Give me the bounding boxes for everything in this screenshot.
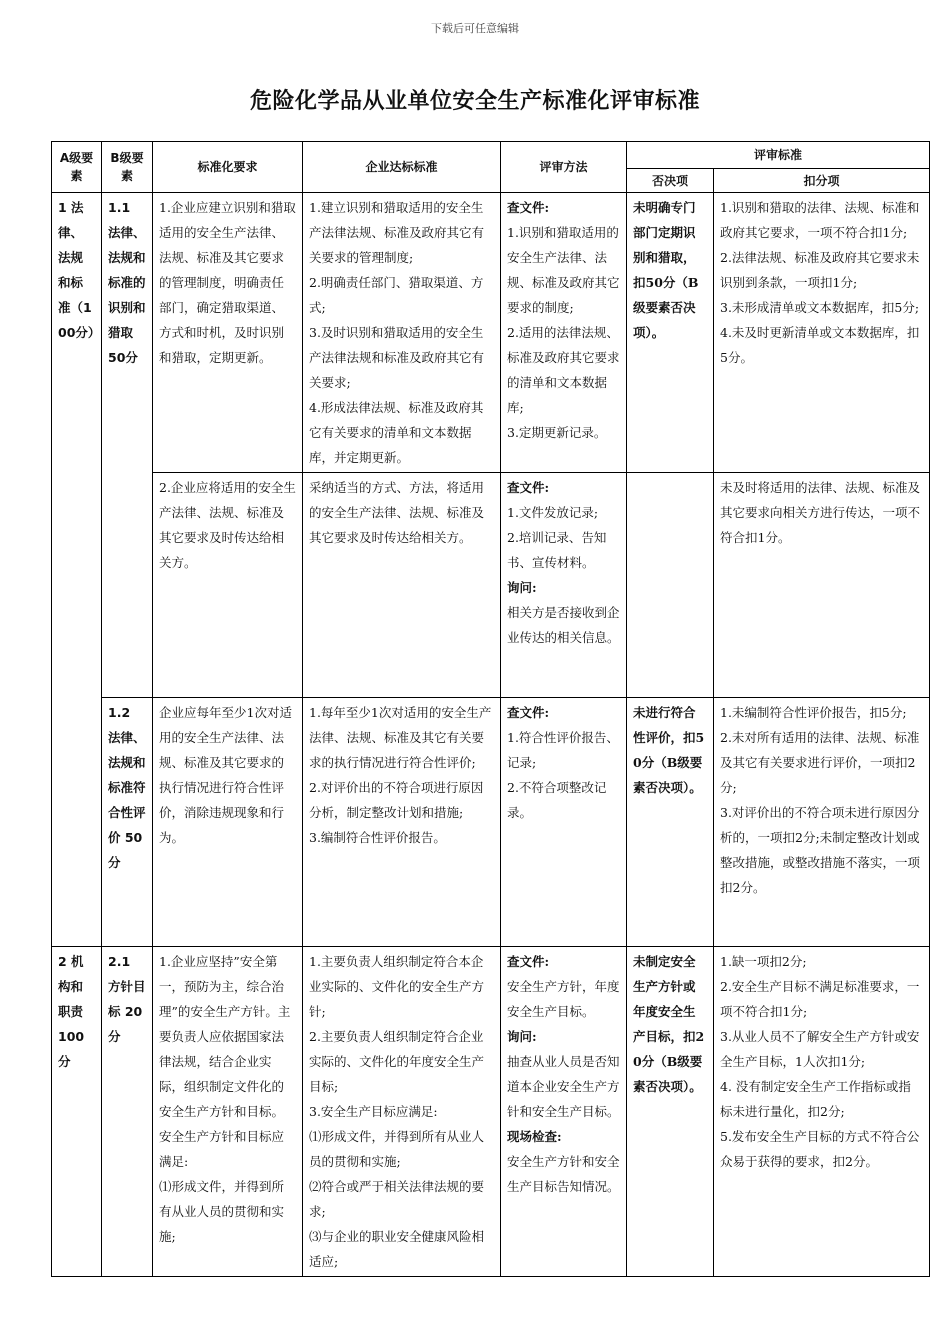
deduction-cell (714, 698, 930, 947)
standard-text: 4.形成法律法规、标准及政府其它有关要求的清单和文本数据库，并定期更新。 (309, 400, 484, 465)
standard-text: ⑶与企业的职业安全健康风险相适应; (309, 1229, 485, 1269)
standard-cell (303, 193, 501, 473)
veto-cell (627, 473, 714, 698)
standard-text: 1.建立识别和猎取适用的安全生产法律法规、标准及政府其它有关要求的管理制度; (309, 200, 485, 265)
method-cell (501, 947, 627, 1277)
deduction-text: 4.未及时更新清单或文本数据库，扣5分。 (720, 325, 920, 365)
method-text: 2.不符合项整改记录。 (507, 780, 607, 820)
method-cell (501, 473, 627, 698)
header-note: 下载后可任意编辑 (431, 22, 519, 35)
deduction-text: 3.未形成清单或文本数据库，扣5分; (720, 300, 920, 315)
deduction-text: 1.缺一项扣2分; (720, 954, 807, 969)
standard-text: 2.对评价出的不符合项进行原因分析，制定整改计划和措施; (309, 780, 484, 820)
deduction-text: 1.未编制符合性评价报告，扣5分; (720, 705, 907, 720)
table-row (52, 193, 930, 473)
standard-cell (303, 698, 501, 947)
veto-cell: 未制定安全生产方针或年度安全生产目标，扣20分（B级要素否决项）。 (627, 947, 714, 1277)
deduction-cell (714, 947, 930, 1277)
veto-cell: 未明确专门部门定期识别和猎取，扣50分（B级要素否决项）。 (627, 193, 714, 473)
a-level-cell: 2 机构和职责 100分 (52, 947, 102, 1277)
deduction-text: 2.法律法规、标准及政府其它要求未识别到条款，一项扣1分; (720, 250, 920, 290)
b-level-cell: 1.1 法律、法规和标准的识别和猎取 50分 (102, 193, 153, 698)
method-cell (501, 193, 627, 473)
requirement-cell (153, 473, 303, 698)
requirement-text: ⑴形成文件，并得到所有从业人员的贯彻和实施; (159, 1179, 285, 1244)
deduction-text: 3.对评价出的不符合项未进行原因分析的，一项扣2分;未制定整改计划或整改措施，或整改措施不落实，一项扣2分。 (720, 805, 921, 895)
method-text: 1.符合性评价报告、记录; (507, 730, 619, 770)
deduction-text: 5.发布安全生产目标的方式不符合公众易于获得的要求，扣2分。 (720, 1129, 920, 1169)
method-text: 1.文件发放记录; (507, 505, 599, 520)
method-text: 1.识别和猎取适用的安全生产法律、法规、标准及政府其它要求的制度; (507, 225, 620, 315)
requirement-text: 1.企业应坚持”安全第一，预防为主，综合治理”的安全生产方针。主要负责人应依据国家法律法规，结合企业实际，组织制定文件化的安全生产方针和目标。安全生产方针和目标应满足: (159, 954, 291, 1169)
deduction-text: 4. 没有制定安全生产工作指标或指标未进行量化，扣2分; (720, 1079, 911, 1119)
standard-text: 2.明确责任部门、猎取渠道、方式; (309, 275, 484, 315)
method-heading: 询问: (507, 1029, 537, 1044)
standard-text: 3.及时识别和猎取适用的安全生产法律法规和标准及政府其它有关要求; (309, 325, 485, 390)
method-text: 抽查从业人员是否知道本企业安全生产方针和安全生产目标。 (507, 1054, 620, 1119)
col-veto: 否决项 (627, 169, 714, 193)
table-row (52, 947, 930, 1277)
standard-text: 1.每年至少1次对适用的安全生产法律、法规、标准及其它有关要求的执行情况进行符合性评价; (309, 705, 492, 770)
deduction-cell (714, 193, 930, 473)
method-text: 3.定期更新记录。 (507, 425, 607, 440)
standard-text: 3.编制符合性评价报告。 (309, 830, 446, 845)
deduction-text: 1.识别和猎取的法律、法规、标准和政府其它要求，一项不符合扣1分; (720, 200, 920, 240)
requirement-text: 2.企业应将适用的安全生产法律、法规、标准及其它要求及时传达给相关方。 (159, 480, 296, 570)
method-heading: 查文件: (507, 480, 550, 495)
requirement-cell (153, 698, 303, 947)
standard-text: 2.主要负责人组织制定符合企业实际的、文件化的年度安全生产目标; (309, 1029, 485, 1094)
method-heading: 查文件: (507, 200, 550, 215)
col-method: 评审方法 (501, 142, 627, 193)
method-text: 相关方是否接收到企业传达的相关信息。 (507, 605, 620, 645)
standard-cell (303, 473, 501, 698)
method-heading: 现场检查: (507, 1129, 562, 1144)
page-title: 危险化学品从业单位安全生产标准化评审标准 (249, 89, 700, 114)
col-b-level: B级要素 (102, 142, 153, 193)
criteria-table (51, 141, 930, 1277)
col-criteria: 评审标准 (627, 142, 930, 169)
b-level-cell: 2.1 方针目标 20分 (102, 947, 153, 1277)
deduction-text: 未及时将适用的法律、法规、标准及其它要求向相关方进行传达，一项不符合扣1分。 (720, 480, 921, 545)
requirement-text: 企业应每年至少1次对适用的安全生产法律、法规、标准及其它要求的执行情况进行符合性评价，消除违规现象和行为。 (159, 705, 292, 845)
deduction-text: 2.安全生产目标不满足标准要求，一项不符合扣1分; (720, 979, 920, 1019)
table-row (52, 473, 930, 698)
requirement-cell (153, 193, 303, 473)
deduction-cell (714, 473, 930, 698)
method-heading: 查文件: (507, 705, 550, 720)
method-heading: 询问: (507, 580, 537, 595)
col-enterprise-standard: 企业达标标准 (303, 142, 501, 193)
col-a-level: A级要素 (52, 142, 102, 193)
deduction-text: 2.未对所有适用的法律、法规、标准及其它有关要求进行评价，一项扣2分; (720, 730, 920, 795)
requirement-text: 1.企业应建立识别和猎取适用的安全生产法律、法规、标准及其它要求的管理制度，明确责任部门，确定猎取渠道、方式和时机，及时识别和猎取，定期更新。 (159, 200, 296, 365)
table-row (52, 698, 930, 947)
col-requirement: 标准化要求 (153, 142, 303, 193)
method-text: 安全生产方针，年度安全生产目标。 (507, 979, 620, 1019)
col-deduction: 扣分项 (714, 169, 930, 193)
method-cell (501, 698, 627, 947)
standard-text: 采纳适当的方式、方法，将适用的安全生产法律、法规、标准及其它要求及时传达给相关方。 (309, 480, 485, 545)
deduction-text: 3.从业人员不了解安全生产方针或安全生产目标，1人次扣1分; (720, 1029, 920, 1069)
b-level-cell: 1.2 法律、法规和标准符合性评价 50分 (102, 698, 153, 947)
method-heading: 查文件: (507, 954, 550, 969)
requirement-cell (153, 947, 303, 1277)
a-level-cell: 1 法律、法规和标准（100分） (52, 193, 102, 947)
method-text: 2.适用的法律法规、标准及政府其它要求的清单和文本数据库; (507, 325, 620, 415)
method-text: 2.培训记录、告知书、宣传材料。 (507, 530, 607, 570)
veto-cell: 未进行符合性评价，扣50分（B级要素否决项）。 (627, 698, 714, 947)
method-text: 安全生产方针和安全生产目标告知情况。 (507, 1154, 620, 1194)
standard-text: 3.安全生产目标应满足: (309, 1104, 438, 1119)
standard-cell (303, 947, 501, 1277)
standard-text: ⑴形成文件，并得到所有从业人员的贯彻和实施; (309, 1129, 485, 1169)
standard-text: 1.主要负责人组织制定符合本企业实际的、文件化的安全生产方针; (309, 954, 485, 1019)
standard-text: ⑵符合或严于相关法律法规的要求; (309, 1179, 485, 1219)
